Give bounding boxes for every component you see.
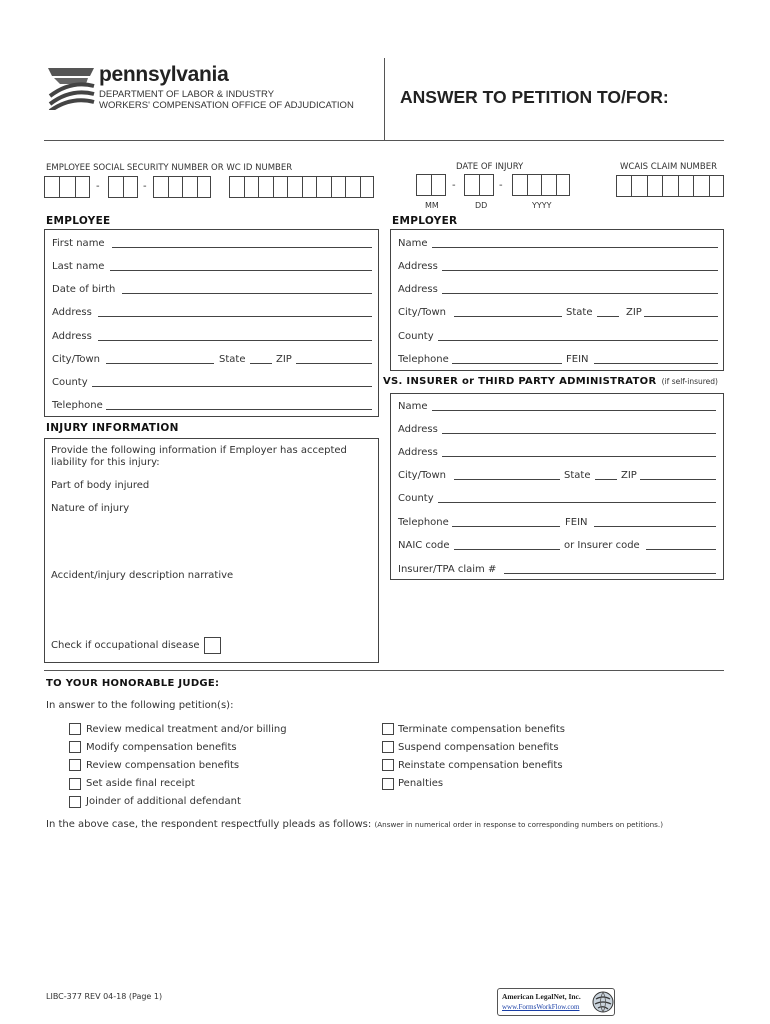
emp-zip-label: ZIP <box>276 354 292 365</box>
ins-city-field[interactable] <box>454 479 560 480</box>
cell-divider <box>631 176 632 196</box>
cell-divider <box>431 175 432 195</box>
cell-divider <box>287 177 288 197</box>
ins-telephone-field[interactable] <box>452 526 560 527</box>
ssn-area-field[interactable] <box>44 176 90 198</box>
cell-divider <box>360 177 361 197</box>
label-joinder: Joinder of additional defendant <box>86 796 241 807</box>
checkbox-terminate[interactable] <box>382 723 394 735</box>
emp-zip-field[interactable] <box>296 363 372 364</box>
ins-insurer-code-field[interactable] <box>646 549 716 550</box>
er-telephone-field[interactable] <box>452 363 562 364</box>
doi-year-field[interactable] <box>512 174 570 196</box>
cell-divider <box>678 176 679 196</box>
label-terminate: Terminate compensation benefits <box>398 724 566 735</box>
er-fein-label: FEIN <box>566 354 589 365</box>
ins-address1-label: Address <box>398 424 438 435</box>
emp-first-name-label: First name <box>52 238 105 249</box>
ins-zip-field[interactable] <box>640 479 716 480</box>
ins-claim-field[interactable] <box>504 573 716 574</box>
wcais-label: WCAIS CLAIM NUMBER <box>620 162 718 172</box>
er-county-field[interactable] <box>438 340 718 341</box>
emp-county-field[interactable] <box>92 386 372 387</box>
ssn-label: EMPLOYEE SOCIAL SECURITY NUMBER OR WC ID NUMBER <box>46 163 293 173</box>
occupational-checkbox[interactable] <box>204 637 221 654</box>
form-id: LIBC-377 REV 04-18 (Page 1) <box>46 992 163 1001</box>
cell-divider <box>244 177 245 197</box>
ins-address1-field[interactable] <box>442 433 716 434</box>
er-county-label: County <box>398 331 434 342</box>
cell-divider <box>273 177 274 197</box>
injury-intro-line2: liability for this injury: <box>51 457 160 468</box>
occupational-label: Check if occupational disease <box>51 640 200 651</box>
doi-dash-1: - <box>452 180 456 191</box>
judge-intro: In answer to the following petition(s): <box>46 700 234 711</box>
department-name: DEPARTMENT OF LABOR & INDUSTRY <box>99 89 275 100</box>
ins-state-label: State <box>564 470 591 481</box>
employee-heading: EMPLOYEE <box>46 215 111 227</box>
doi-dd-label: DD <box>475 201 488 210</box>
ins-address2-label: Address <box>398 447 438 458</box>
ins-state-field[interactable] <box>595 479 617 480</box>
label-review-benefits: Review compensation benefits <box>86 760 240 771</box>
doi-day-field[interactable] <box>464 174 494 196</box>
employer-section <box>390 229 724 371</box>
body-part-label: Part of body injured <box>51 480 150 491</box>
er-zip-field[interactable] <box>644 316 718 317</box>
emp-city-field[interactable] <box>106 363 214 364</box>
emp-address2-field[interactable] <box>98 340 372 341</box>
header-rule <box>44 140 724 141</box>
cell-divider <box>709 176 710 196</box>
wc-id-field[interactable] <box>229 176 374 198</box>
cell-divider <box>316 177 317 197</box>
nature-label: Nature of injury <box>51 503 130 514</box>
cell-divider <box>527 175 528 195</box>
doi-mm-label: MM <box>425 201 439 210</box>
injury-heading: INJURY INFORMATION <box>46 422 179 434</box>
cell-divider <box>75 177 76 197</box>
doi-label: DATE OF INJURY <box>456 162 524 172</box>
office-name: WORKERS' COMPENSATION OFFICE OF ADJUDICATION <box>99 100 354 111</box>
er-address2-label: Address <box>398 284 438 295</box>
cell-divider <box>647 176 648 196</box>
emp-state-field[interactable] <box>250 363 272 364</box>
ins-fein-field[interactable] <box>594 526 716 527</box>
er-address1-field[interactable] <box>442 270 718 271</box>
cell-divider <box>556 175 557 195</box>
er-state-field[interactable] <box>597 316 619 317</box>
emp-address2-label: Address <box>52 331 92 342</box>
narrative-label: Accident/injury description narrative <box>51 570 234 581</box>
emp-dob-label: Date of birth <box>52 284 116 295</box>
cell-divider <box>331 177 332 197</box>
er-name-label: Name <box>398 238 428 249</box>
emp-city-label: City/Town <box>52 354 101 365</box>
emp-address1-field[interactable] <box>98 316 372 317</box>
ins-county-label: County <box>398 493 434 504</box>
cell-divider <box>197 177 198 197</box>
vendor-name: American LegalNet, Inc. <box>502 992 581 1001</box>
cell-divider <box>302 177 303 197</box>
emp-dob-field[interactable] <box>122 293 372 294</box>
er-zip-label: ZIP <box>626 307 642 318</box>
cell-divider <box>168 177 169 197</box>
doi-yyyy-label: YYYY <box>532 201 552 210</box>
emp-telephone-field[interactable] <box>106 409 372 410</box>
checkbox-review-benefits[interactable] <box>69 759 81 771</box>
ins-telephone-label: Telephone <box>398 517 449 528</box>
vendor-url[interactable]: www.FormsWorkFlow.com <box>502 1003 580 1011</box>
label-set-aside: Set aside final receipt <box>86 778 195 789</box>
checkbox-review-medical[interactable] <box>69 723 81 735</box>
checkbox-joinder[interactable] <box>69 796 81 808</box>
cell-divider <box>693 176 694 196</box>
ins-city-label: City/Town <box>398 470 447 481</box>
ssn-dash-1: - <box>96 181 100 192</box>
emp-state-label: State <box>219 354 246 365</box>
cell-divider <box>541 175 542 195</box>
emp-last-name-label: Last name <box>52 261 105 272</box>
emp-first-name-field[interactable] <box>112 247 372 248</box>
ins-claim-label: Insurer/TPA claim # <box>398 564 497 575</box>
insurer-heading: VS. INSURER or THIRD PARTY ADMINISTRATOR <box>383 376 657 387</box>
pleads-text: In the above case, the respondent respectfully pleads as follows: <box>46 819 372 830</box>
injury-section <box>44 438 379 663</box>
ins-fein-label: FEIN <box>565 517 588 528</box>
ssn-group-field[interactable] <box>108 176 138 198</box>
er-address1-label: Address <box>398 261 438 272</box>
employee-section <box>44 229 379 417</box>
cell-divider <box>345 177 346 197</box>
judge-heading: TO YOUR HONORABLE JUDGE: <box>46 678 220 689</box>
ins-naic-label: NAIC code <box>398 540 450 551</box>
vendor-globe-icon <box>592 991 614 1013</box>
pleads-note: (Answer in numerical order in response to corresponding numbers on petitions.) <box>374 820 664 829</box>
pa-keystone-logo <box>46 62 96 110</box>
er-address2-field[interactable] <box>442 293 718 294</box>
ins-address2-field[interactable] <box>442 456 716 457</box>
insurer-section <box>390 393 724 580</box>
doi-month-field[interactable] <box>416 174 446 196</box>
label-reinstate: Reinstate compensation benefits <box>398 760 563 771</box>
ins-or-insurer-label: or Insurer code <box>564 540 640 551</box>
er-state-label: State <box>566 307 593 318</box>
er-city-label: City/Town <box>398 307 447 318</box>
checkbox-set-aside[interactable] <box>69 778 81 790</box>
pleads-row <box>46 819 663 830</box>
employer-heading: EMPLOYER <box>392 215 458 227</box>
label-penalties: Penalties <box>398 778 444 789</box>
ssn-serial-field[interactable] <box>153 176 211 198</box>
checkbox-reinstate[interactable] <box>382 759 394 771</box>
ins-name-field[interactable] <box>432 410 716 411</box>
label-modify-benefits: Modify compensation benefits <box>86 742 237 753</box>
cell-divider <box>123 177 124 197</box>
judge-rule <box>44 670 724 671</box>
checkbox-penalties[interactable] <box>382 778 394 790</box>
cell-divider <box>182 177 183 197</box>
ins-naic-field[interactable] <box>454 549 560 550</box>
er-fein-field[interactable] <box>594 363 718 364</box>
header-vertical-divider <box>384 58 385 140</box>
checkbox-suspend[interactable] <box>382 741 394 753</box>
cell-divider <box>59 177 60 197</box>
emp-telephone-label: Telephone <box>52 400 103 411</box>
insurer-heading-note: (if self-insured) <box>661 377 718 386</box>
insurer-heading-row <box>383 376 718 387</box>
wcais-claim-field[interactable] <box>616 175 724 197</box>
brand-name: pennsylvania <box>99 63 229 86</box>
er-telephone-label: Telephone <box>398 354 449 365</box>
cell-divider <box>662 176 663 196</box>
checkbox-modify-benefits[interactable] <box>69 741 81 753</box>
cell-divider <box>258 177 259 197</box>
injury-intro-line1: Provide the following information if Employer has accepted <box>51 445 347 456</box>
label-review-medical: Review medical treatment and/or billing <box>86 724 287 735</box>
ins-name-label: Name <box>398 401 428 412</box>
emp-address1-label: Address <box>52 307 92 318</box>
label-suspend: Suspend compensation benefits <box>398 742 559 753</box>
ins-county-field[interactable] <box>438 502 716 503</box>
page-title: ANSWER TO PETITION TO/FOR: <box>400 87 669 107</box>
answer-area[interactable] <box>44 836 724 976</box>
ssn-dash-2: - <box>143 181 147 192</box>
cell-divider <box>479 175 480 195</box>
ins-zip-label: ZIP <box>621 470 637 481</box>
er-city-field[interactable] <box>454 316 562 317</box>
emp-county-label: County <box>52 377 88 388</box>
doi-dash-2: - <box>499 180 503 191</box>
er-name-field[interactable] <box>432 247 718 248</box>
emp-last-name-field[interactable] <box>110 270 372 271</box>
